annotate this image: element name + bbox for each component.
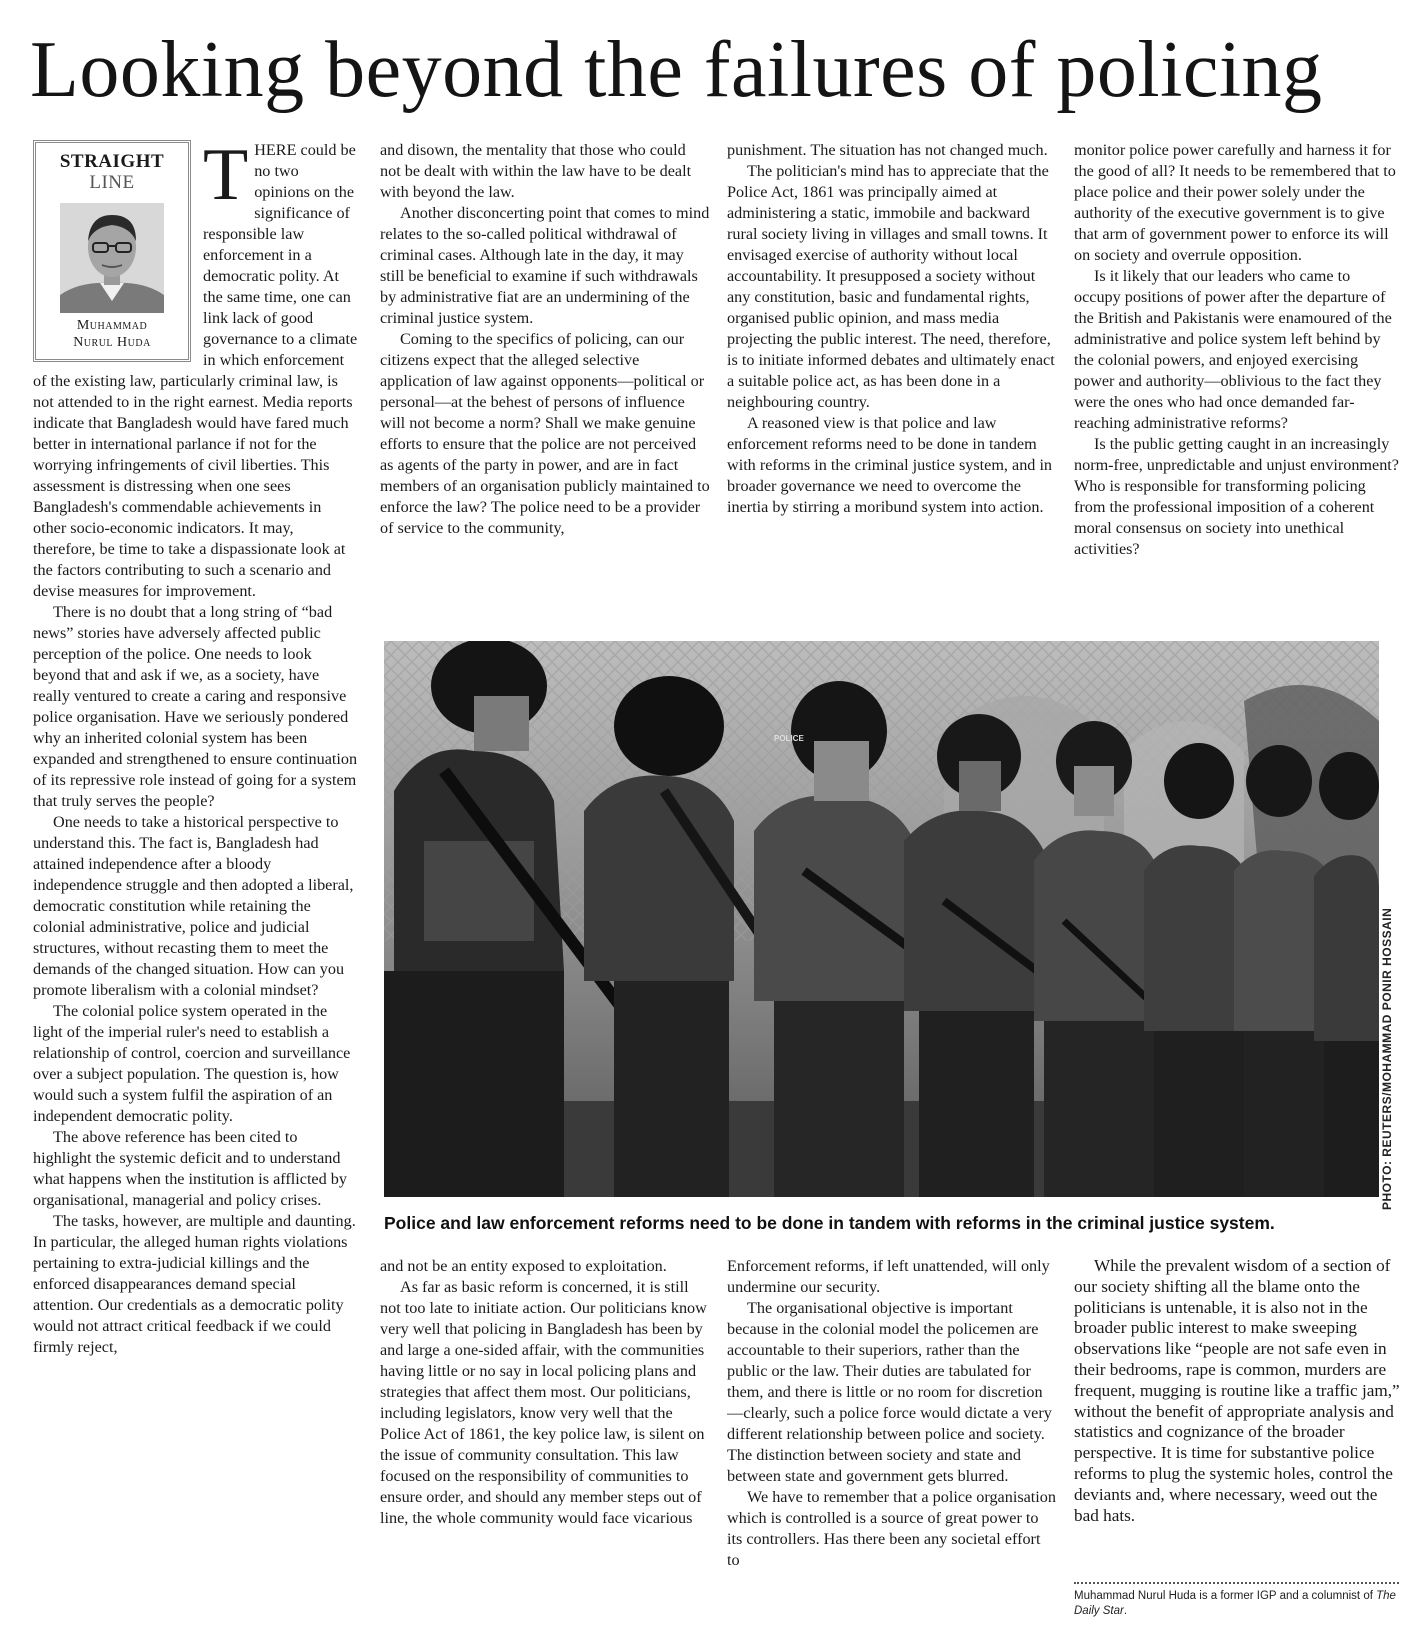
article-column-4-continued (1074, 1256, 1400, 1571)
column-name: STRAIGHT (59, 151, 165, 172)
article-paragraph: The tasks, however, are multiple and daunting. In particular, the alleged human rights violations pertaining to extra-judicial killings and the enforced disappearances demand special attention. Our credentials as a democratic polity would not attract critical feedback if we could firmly reject, (33, 1212, 356, 1356)
photo-caption: Police and law enforcement reforms need to be done in tandem with reforms in the criminal justice system. (384, 1213, 1275, 1233)
byline-box (33, 140, 191, 362)
article-paragraph: The organisational objective is important because in the colonial model the policemen are accountable to their superiors, rather than the public or the law. Their duties are tabulated for them, and there is little or no room for discretion—clearly, such a police force would dictate a very different relationship between police and society. The distinction between society and state and between state and government gets blurred. (727, 1299, 1052, 1485)
article-paragraph: punishment. The situation has not changed much. (727, 141, 1048, 159)
article-paragraph: As far as basic reform is concerned, it is still not too late to initiate action. Our politicians know very well that policing in Bangladesh has been by and large a one-sided affair, with the communities having little or no say in local policing plans and strategies that affect them most. Our politicians, including legislators, know very well that the Police Act of 1861, the key police law, is silent on the issue of community consultation. This law focused on the responsibility of communities to ensure order, and should any member steps out of line, the whole community would face vicarious (380, 1278, 707, 1527)
article-paragraph: and disown, the mentality that those who could not be dealt with within the law have to be dealt with beyond the law. (380, 141, 692, 201)
lead-caps: HERE (254, 141, 297, 159)
footer-note-end: . (1123, 1605, 1128, 1617)
drop-cap: T (203, 140, 249, 216)
article-paragraph: There is no doubt that a long string of “bad news” stories have adversely affected public perception of the police. One needs to look beyond that and ask if we, as a society, have really ventured to create a caring and responsive police organisation. Have we seriously pondered why an inherited colonial system has been expanded and strengthened to ensure continuation of its repressive role instead of going for a system that truly serves the people? (33, 603, 358, 810)
photo-credit: PHOTO: REUTERS/MOHAMMAD PONIR HOSSAIN (1380, 907, 1394, 1210)
article-paragraph: One needs to take a historical perspective to understand this. The fact is, Bangladesh had attained independence after a bloody independence struggle and then adopted a liberal, democratic constitution while retaining the colonial administrative, police and judicial structures, without recasting them to meet the demands of the changed situation. How can you promote liberalism with a colonial mindset? (33, 813, 354, 999)
article-paragraph: and not be an entity exposed to exploitation. (380, 1257, 667, 1275)
article-paragraph: Is it likely that our leaders who came to occupy positions of power after the departure of the British and Pakistanis were enamoured of the administrative and police system left behind by the colonial powers, and enjoyed exercising power and authority—oblivious to the fact they were the ones who had once demanded far-reaching administrative reforms? (1074, 267, 1392, 432)
article-paragraph: Is the public getting caught in an increasingly norm-free, unpredictable and unjust environment? Who is responsible for transforming policing from the professional imposition of a coherent moral consensus on society into unethical activities? (1074, 435, 1399, 558)
author-name: Muhammad (76, 318, 148, 333)
footer-divider (1074, 1582, 1399, 1584)
article-paragraph: monitor police power carefully and harness it for the good of all? It needs to be remembered that to place police and their power solely under the authority of the executive government is to give that arm of government power to enforce its will on society and overrule opposition. (1074, 141, 1396, 264)
riot-police-photo (384, 641, 1379, 1197)
article-paragraph: The politician's mind has to appreciate that the Police Act, 1861 was principally aimed at administering a static, immobile and backward rural society living in villages and small towns. It envisaged exercise of authority without local accountability. It presupposed a society without any constitution, basic and fundamental rights, organised public opinion, and mass media projecting the public interest. The need, therefore, is to initiate informed debates and ultimately enact a suitable police act, as has been done in a neighbouring country. (727, 162, 1055, 411)
article-paragraph: Coming to the specifics of policing, can our citizens expect that the alleged selective application of law against opponents—political or personal—at the behest of persons of influence will not become a norm? Shall we make genuine efforts to ensure that the police are not perceived as agents of the party in power, and are in fact members of an organisation publicly maintained to enforce the law? The police need to be a provider of service to the community, (380, 330, 710, 537)
article-paragraph: Enforcement reforms, if left unattended, will only undermine our security. (727, 1257, 1050, 1296)
article-paragraph: Another disconcerting point that comes to mind relates to the so-called political withdrawal of criminal cases. Although late in the day, it may still be beneficial to examine if such withdrawals by administrative fiat are an undermining of the criminal justice system. (380, 204, 710, 327)
author-portrait (60, 203, 164, 313)
article-column-3-continued (727, 1256, 1057, 1621)
column-name-subtitle: LINE (89, 172, 135, 193)
publication-name: The Daily Star (1074, 1590, 1396, 1617)
author-footer-note (1074, 1589, 1399, 1619)
article-paragraph: The colonial police system operated in the light of the imperial ruler's need to establish a relationship of control, coercion and surveillance over a subject population. The question is, how would such a system fulfil the aspiration of an independent democratic polity. (33, 1002, 351, 1125)
footer-note-text: Muhammad Nurul Huda is a former IGP and a columnist of (1074, 1590, 1377, 1602)
news-photo (384, 641, 1379, 1197)
article-column-2-continued (380, 1256, 710, 1621)
article-paragraph: The above reference has been cited to highlight the systemic deficit and to understand what happens when the institution is afflicted by organisational, managerial and policy crises. (33, 1128, 347, 1209)
lead-text: could be no two opinions on the significance of responsible law enforcement in a democratic polity. At the same time, one can link lack of good governance to a climate in which enforcement of the existing law, particularly criminal law, is not attended to in the right earnest. Media reports indicate that Bangladesh would have fared much better in international parlance if not for the worrying infringements of civil liberties. This assessment is distressing when one sees Bangladesh's commendable achievements in other socio-economic indicators. It may, therefore, be time to take a dispassionate look at the factors contributing to such a scenario and devise measures for improvement. (33, 141, 358, 600)
headline: Looking beyond the failures of policing (30, 26, 1323, 114)
article-paragraph: While the prevalent wisdom of a section of our society shifting all the blame onto the politicians is untenable, it is also not in the broader public interest to make sweeping observations like “people are not safe even in their bedrooms, rape is common, murders are frequent, mugging is routine like a traffic jam,” without the benefit of appropriate analysis and statistics and cognizance of the broader perspective. It is time for substantive police reforms to plug the systemic holes, control the deviants and, where necessary, weed out the bad hats. (1074, 1256, 1400, 1525)
helmet-badge-text: POLICE (774, 734, 804, 743)
article-column-1 (33, 140, 358, 1620)
article-column-3 (727, 140, 1057, 625)
article-column-2 (380, 140, 710, 625)
article-paragraph: A reasoned view is that police and law enforcement reforms need to be done in tandem with reforms in the criminal justice system, and in broader governance we need to overcome the inertia by stirring a moribund system into action. (727, 414, 1053, 516)
article-paragraph: We have to remember that a police organisation which is controlled is a source of great power to its controllers. Has there been any societal effort to (727, 1488, 1056, 1569)
author-name: Nurul Huda (73, 335, 151, 350)
article-column-4 (1074, 140, 1400, 625)
